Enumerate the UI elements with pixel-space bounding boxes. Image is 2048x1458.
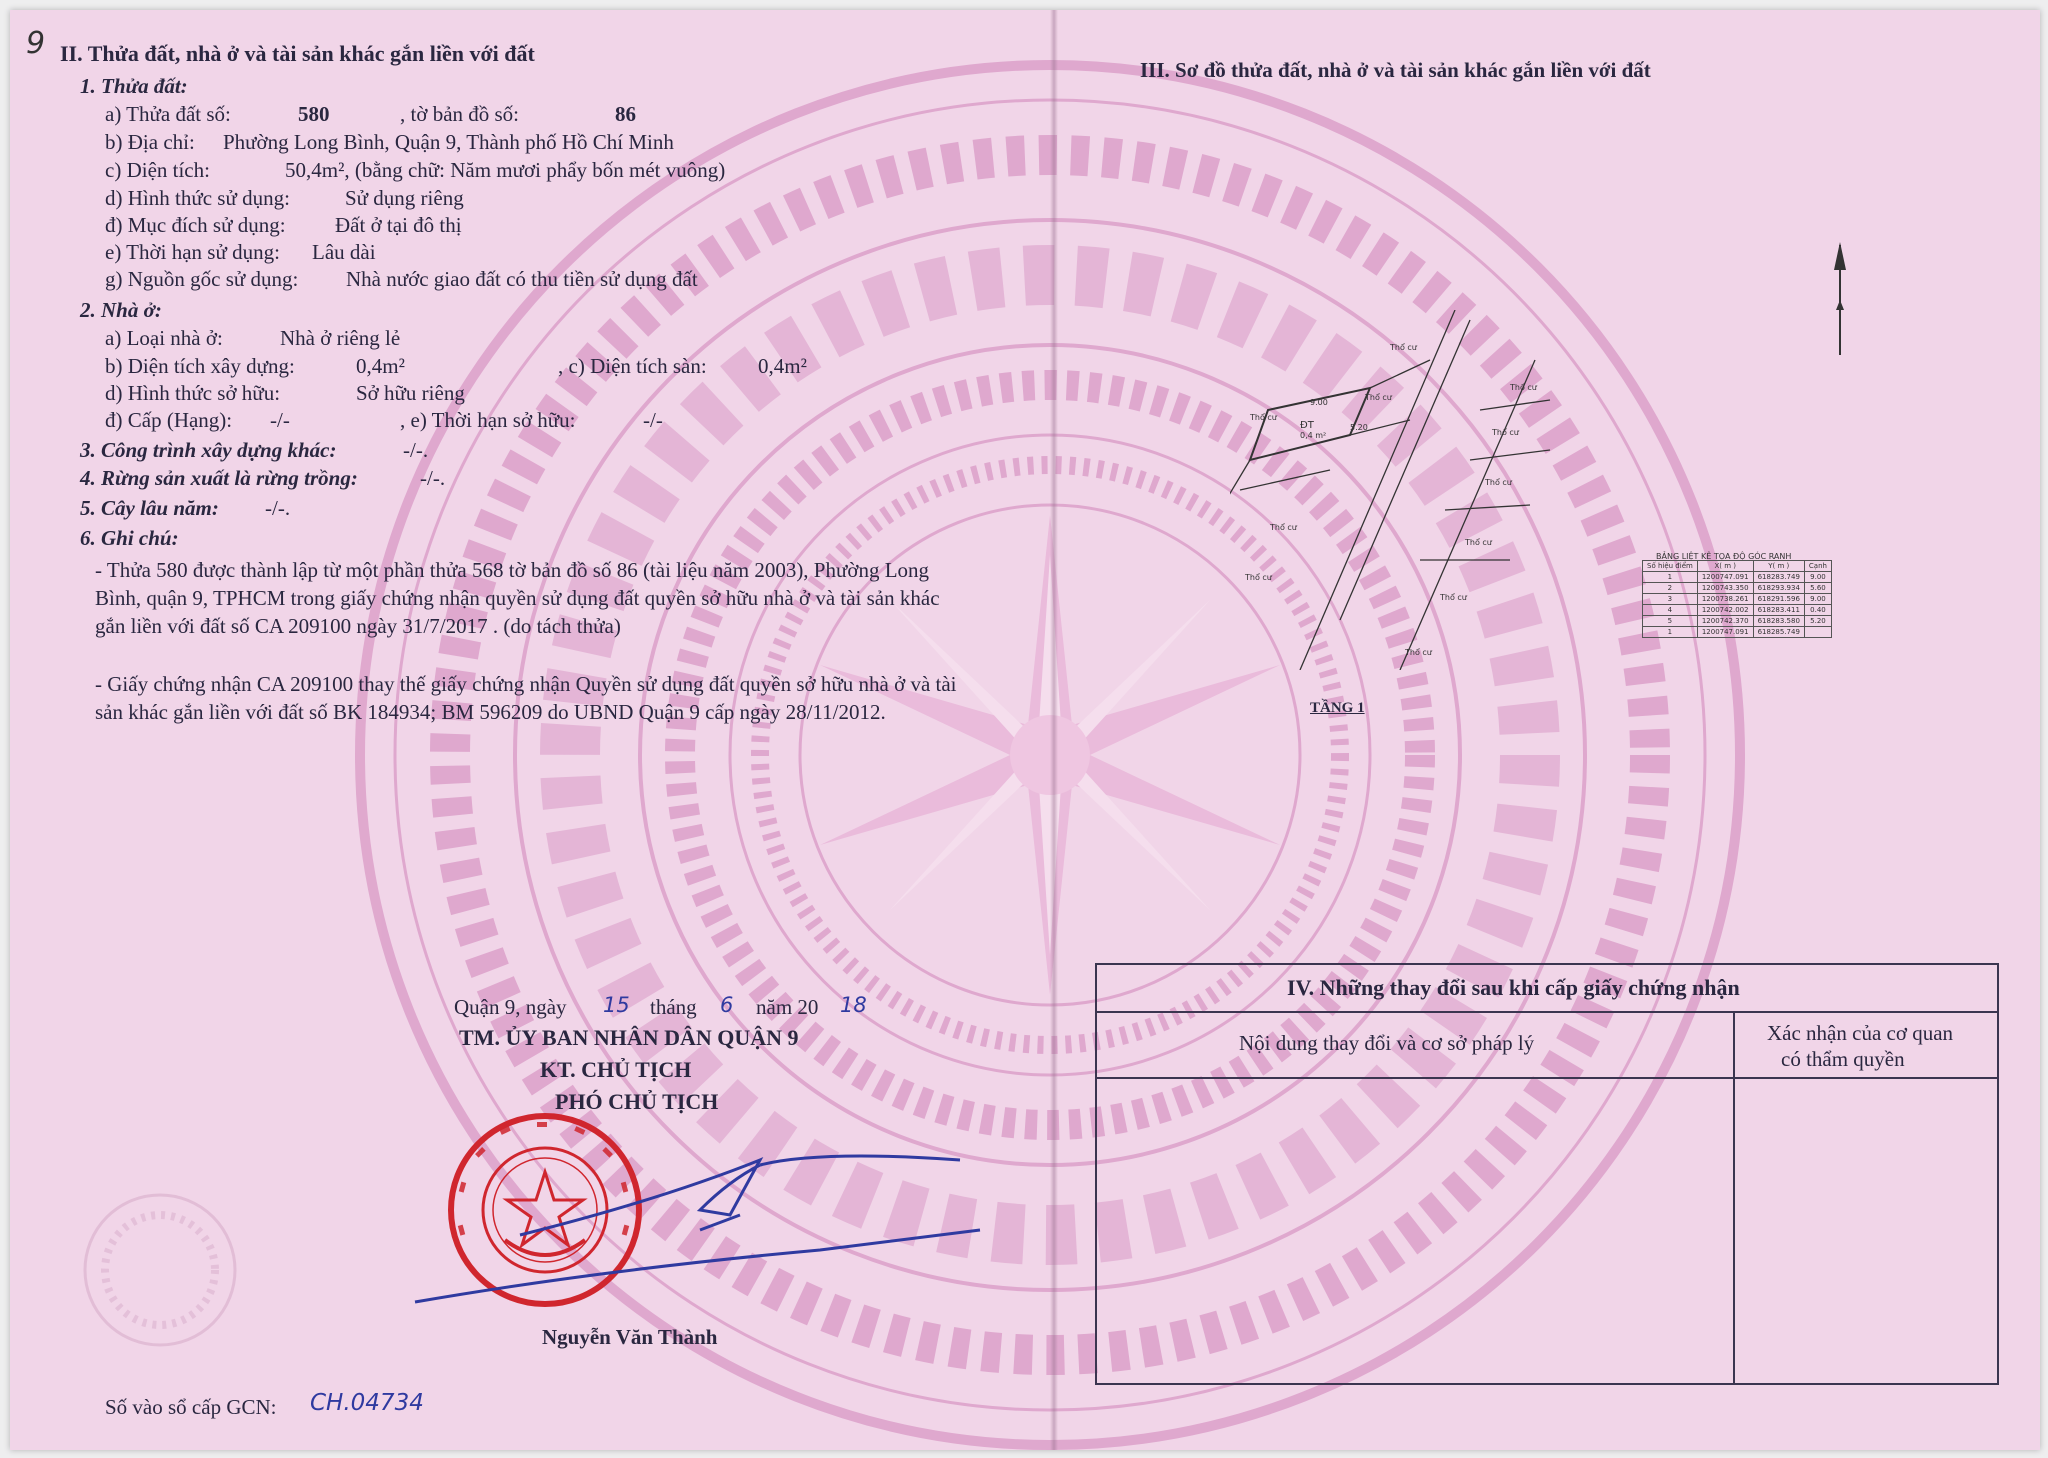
authority-line-3: PHÓ CHỦ TỊCH: [555, 1089, 719, 1114]
svg-text:Thổ cư: Thổ cư: [1510, 383, 1537, 392]
term-label: e) Thời hạn sử dụng:: [105, 240, 280, 264]
register-no: CH.04734: [310, 1390, 424, 1416]
term-value: Lâu dài: [312, 240, 376, 264]
parcel-plan-drawing: [1230, 310, 1570, 670]
built-area-label: b) Diện tích xây dựng:: [105, 354, 295, 378]
svg-text:5.20: 5.20: [1350, 423, 1368, 432]
parcel-no: 580: [298, 102, 330, 126]
use-form-value: Sử dụng riêng: [345, 186, 464, 210]
col-confirm-header-1: Xác nhận của cơ quan: [1767, 1021, 1954, 1045]
built-area-value: 0,4m²: [356, 354, 405, 378]
cell: 618285.749: [1753, 627, 1804, 638]
house-type-label: a) Loại nhà ở:: [105, 326, 223, 350]
own-term-value: -/-: [643, 408, 663, 432]
header-row-divider: [1097, 1077, 1997, 1079]
house-heading: 2. Nhà ở:: [80, 298, 162, 322]
certificate-sheet: [10, 10, 2040, 1450]
cell: [1804, 627, 1831, 638]
svg-text:9.00: 9.00: [1310, 398, 1328, 407]
map-no: 86: [615, 102, 636, 126]
section4-title: IV. Những thay đổi sau khi cấp giấy chứng nhận: [1287, 975, 1740, 1000]
date-day: 15: [603, 993, 630, 1017]
table-row: [1643, 627, 1832, 638]
svg-text:0,4 m²: 0,4 m²: [1300, 431, 1327, 440]
cell: 618291.596: [1753, 594, 1804, 605]
svg-text:Thổ cư: Thổ cư: [1250, 413, 1277, 422]
cell: 5: [1643, 616, 1698, 627]
cell: 618283.749: [1753, 572, 1804, 583]
authority-line-1: TM. ỦY BAN NHÂN DÂN QUẬN 9: [459, 1025, 799, 1050]
grade-value: -/-: [270, 408, 290, 432]
land-heading: 1. Thửa đất:: [80, 74, 188, 98]
col-confirm-header-2: có thẩm quyền: [1781, 1047, 1905, 1071]
cell: 3: [1643, 594, 1698, 605]
grade-label: đ) Cấp (Hạng):: [105, 408, 233, 432]
origin-value: Nhà nước giao đất có thu tiền sử dụng đất: [346, 267, 698, 291]
cell: 9.00: [1804, 572, 1831, 583]
register-label: Số vào sổ cấp GCN:: [105, 1395, 277, 1419]
cell: 5.60: [1804, 583, 1831, 594]
date-year-label: năm 20: [756, 995, 819, 1019]
section3-title: III. Sơ đồ thửa đất, nhà ở và tài sản khác gắn liền với đất: [1140, 58, 1651, 82]
floor-label: TẦNG 1: [1310, 700, 1365, 716]
area-value: 50,4m², (bằng chữ: Năm mươi phẩy bốn mét vuông): [285, 158, 726, 182]
cell: 9.00: [1804, 594, 1831, 605]
changes-table: [1095, 963, 1999, 1385]
address-label: b) Địa chỉ:: [105, 130, 195, 154]
col-content-header: Nội dung thay đổi và cơ sở pháp lý: [1239, 1031, 1535, 1055]
construction-heading: 3. Công trình xây dựng khác:: [80, 438, 337, 462]
notes-heading: 6. Ghi chú:: [80, 526, 179, 550]
cell: 618293.934: [1753, 583, 1804, 594]
cell: 1200747.091: [1697, 627, 1753, 638]
signer-name: Nguyễn Văn Thành: [542, 1325, 718, 1349]
svg-text:Thổ cư: Thổ cư: [1390, 343, 1417, 352]
construction-value: -/-.: [403, 438, 429, 462]
coord-header-x: X( m ): [1697, 561, 1753, 572]
page-marker: 9: [26, 26, 46, 61]
cell: 5.20: [1804, 616, 1831, 627]
svg-text:Thổ cư: Thổ cư: [1440, 593, 1467, 602]
note-1: - Thửa 580 được thành lập từ một phần thửa 568 tờ bản đồ số 86 (tài liệu năm 2003), Phường Long Bình, quận 9, TPHCM trong giấy chứng nhận quyền sử dụng đất quyền sở hữu nhà ở và tài sản khác gắn liền với đất số CA 209100 ngày 31/7/2017 . (do tách thửa): [95, 558, 940, 638]
cell: 1200742.002: [1697, 605, 1753, 616]
origin-label: g) Nguồn gốc sử dụng:: [105, 267, 299, 291]
table-row: [1643, 594, 1832, 605]
date-month: 6: [720, 993, 734, 1017]
cell: 0.40: [1804, 605, 1831, 616]
handwritten-signature: [400, 1120, 1000, 1320]
fold-line: [1050, 10, 1058, 1450]
coord-header-edge: Cạnh: [1804, 561, 1831, 572]
cell: 1200743.350: [1697, 583, 1753, 594]
own-term-label: , e) Thời hạn sở hữu:: [400, 408, 576, 432]
table-row: [1643, 583, 1832, 594]
purpose-label: đ) Mục đích sử dụng:: [105, 213, 286, 237]
cell: 1200747.091: [1697, 572, 1753, 583]
date-month-label: tháng: [650, 995, 697, 1019]
north-arrow-icon: [1828, 240, 1852, 360]
authority-line-2: KT. CHỦ TỊCH: [540, 1057, 692, 1082]
table-row: [1643, 616, 1832, 627]
coord-table-caption: BẢNG LIỆT KÊ TỌA ĐỘ GÓC RANH: [1656, 552, 1792, 561]
forest-heading: 4. Rừng sản xuất là rừng trồng:: [80, 466, 358, 490]
date-year: 18: [840, 993, 867, 1017]
cell: 1200738.261: [1697, 594, 1753, 605]
coordinate-table: [1642, 560, 1832, 638]
svg-text:ĐT: ĐT: [1300, 420, 1314, 431]
perennial-heading: 5. Cây lâu năm:: [80, 496, 219, 520]
section2-title: II. Thửa đất, nhà ở và tài sản khác gắn liền với đất: [60, 41, 535, 66]
ownership-value: Sở hữu riêng: [356, 381, 465, 405]
svg-text:Thổ cư: Thổ cư: [1492, 428, 1519, 437]
column-divider: [1733, 1011, 1735, 1383]
table-row: [1643, 605, 1832, 616]
svg-text:Thổ cư: Thổ cư: [1405, 648, 1432, 657]
map-label: , tờ bản đồ số:: [400, 102, 520, 126]
cell: 4: [1643, 605, 1698, 616]
area-label: c) Diện tích:: [105, 158, 210, 182]
floor-area-value: 0,4m²: [758, 354, 807, 378]
svg-text:Thổ cư: Thổ cư: [1270, 523, 1297, 532]
ownership-label: d) Hình thức sở hữu:: [105, 381, 281, 405]
note-2: - Giấy chứng nhận CA 209100 thay thế giấy chứng nhận Quyền sử dụng đất quyền sở hữu nhà ở và tài sản khác gắn liền với đất số BK 184934; BM 596209 do UBND Quận 9 cấp ngày 28/11/2012.: [95, 672, 957, 724]
changes-table-header: [1097, 965, 1997, 1013]
use-form-label: d) Hình thức sử dụng:: [105, 186, 290, 210]
table-row: [1643, 572, 1832, 583]
cell: 618283.580: [1753, 616, 1804, 627]
floor-area-label: , c) Diện tích sàn:: [558, 354, 707, 378]
date-prefix: Quận 9, ngày: [454, 995, 567, 1019]
perennial-value: -/-.: [265, 496, 291, 520]
svg-text:Thổ cư: Thổ cư: [1485, 478, 1512, 487]
cell: 1: [1643, 572, 1698, 583]
parcel-label: a) Thửa đất số:: [105, 102, 231, 126]
coord-header-point: Số hiệu điểm: [1643, 561, 1698, 572]
cell: 1200742.370: [1697, 616, 1753, 627]
purpose-value: Đất ở tại đô thị: [335, 213, 462, 237]
coord-header-y: Y( m ): [1753, 561, 1804, 572]
svg-text:Thổ cư: Thổ cư: [1365, 393, 1392, 402]
house-type-value: Nhà ở riêng lẻ: [280, 326, 401, 350]
forest-value: -/-.: [420, 466, 446, 490]
address-value: Phường Long Bình, Quận 9, Thành phố Hồ Chí Minh: [223, 130, 674, 154]
cell: 2: [1643, 583, 1698, 594]
cell: 618283.411: [1753, 605, 1804, 616]
svg-text:Thổ cư: Thổ cư: [1465, 538, 1492, 547]
cell: 1: [1643, 627, 1698, 638]
svg-text:Thổ cư: Thổ cư: [1245, 573, 1272, 582]
